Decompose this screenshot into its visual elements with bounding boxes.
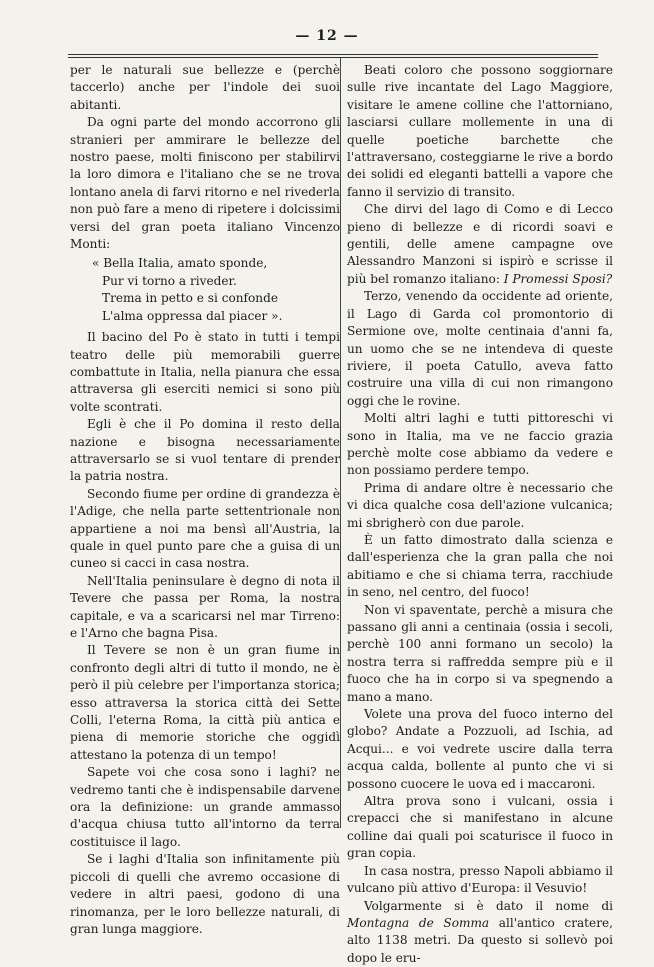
paragraph: Beati coloro che possono soggiornare sulle rive incantate del Lago Maggiore, visitare le amene colline che l'attorniano, lasciarsi cullare mollemente in una di quelle poetiche barchette che l'attraversano, costeggiarne le rive a bordo dei solidi ed eleganti battelli a vapore che fanno il servizio di transito.	[347, 62, 613, 201]
verse-quote	[92, 255, 340, 325]
header-rule-double	[68, 57, 598, 58]
novel-title: I Promessi Sposi?	[504, 272, 612, 286]
paragraph: Egli è che il Po domina il resto della nazione e bisogna necessariamente attraversarlo se si vuol tentare di prender la patria nostra.	[70, 416, 340, 486]
paragraph-text: all'antico cratere, alto 1138 metri. Da questo si sollevò poi dopo le eru-	[347, 916, 613, 965]
place-name: Montagna de Somma	[347, 916, 489, 930]
paragraph: Il bacino del Po è stato in tutti i tempi teatro delle più memorabili guerre combattute in Italia, nella pianura che essa attraversa gli eserciti nemici si sono più volte scontrati.	[70, 329, 340, 416]
paragraph: Non vi spaventate, perchè a misura che passano gli anni a centinaia (ossia i secoli, perchè 100 anni formano un secolo) la nostra terra si raffredda sempre più e il fuoco che ha in corpo si va spegnendo a mano a mano.	[347, 602, 613, 706]
paragraph-text: Che dirvi del lago di Como e di Lecco pieno di bellezze e di ricordi soavi e gentili, delle amene campagne ove Alessandro Manzoni si ispirò e scrisse il più bel romanzo italiano:	[347, 202, 613, 286]
verse-line: Trema in petto e si confonde	[92, 290, 340, 307]
verse-line: « Bella Italia, amato sponde,	[92, 255, 340, 272]
paragraph: Volete una prova del fuoco interno del globo? Andate a Pozzuoli, ad Ischia, ad Acqui... e voi vedrete uscire dalla terra acqua calda, bollente al punto che vi si possono cuocere le uova ed i maccaroni.	[347, 706, 613, 793]
column-divider	[340, 58, 341, 828]
verse-line: L'alma oppressa dal piacer ».	[92, 308, 340, 325]
paragraph-text: Volgarmente si è dato il nome di	[364, 899, 613, 913]
left-column	[70, 62, 340, 938]
header-rule	[68, 54, 598, 55]
paragraph: È un fatto dimostrato dalla scienza e dall'esperienza che la gran palla che noi abitiamo e che si chiama terra, racchiude in seno, nel centro, del fuoco!	[347, 532, 613, 602]
verse-line: Pur vi torno a riveder.	[92, 273, 340, 290]
paragraph: Nell'Italia peninsulare è degno di nota il Tevere che passa per Roma, la nostra capitale, e va a scaricarsi nel mar Tirreno: e l'Arno che bagna Pisa.	[70, 573, 340, 643]
paragraph	[347, 201, 613, 288]
paragraph: Secondo fiume per ordine di grandezza è l'Adige, che nella parte settentrionale non appartiene a noi ma bensì all'Austria, la quale in quel punto pare che a guisa di un cuneo si cacci in casa nostra.	[70, 486, 340, 573]
paragraph: Altra prova sono i vulcani, ossia i crepacci che si manifestano in alcune colline dai quali poi scaturisce il fuoco in gran copia.	[347, 793, 613, 863]
paragraph	[347, 898, 613, 967]
paragraph: Prima di andare oltre è necessario che vi dica qualche cosa dell'azione vulcanica; mi sbrigherò con due parole.	[347, 480, 613, 532]
page-number: — 12 —	[0, 28, 654, 44]
paragraph: Da ogni parte del mondo accorrono gli stranieri per ammirare le bellezze del nostro paese, molti finiscono per stabilirvi la loro dimora e l'italiano che se ne trova lontano anela di farvi ritorno e nel rivederla non può fare a meno di ripetere i dolcissimi versi del gran poeta italiano Vincenzo Monti:	[70, 114, 340, 253]
right-column	[347, 62, 613, 967]
paragraph: In casa nostra, presso Napoli abbiamo il vulcano più attivo d'Europa: il Vesuvio!	[347, 863, 613, 898]
paragraph: Se i laghi d'Italia son infinitamente più piccoli di quelli che avremo occasione di vedere in altri paesi, godono di una rinomanza, per le loro bellezze naturali, di gran lunga maggiore.	[70, 851, 340, 938]
paragraph: Terzo, venendo da occidente ad oriente, il Lago di Garda col promontorio di Sermione ove, molte centinaia d'anni fa, un uomo che se ne intendeva di queste riviere, il poeta Catullo, aveva fatto costruire una villa di cui non rimangono oggi che le rovine.	[347, 288, 613, 410]
paragraph: Il Tevere se non è un gran fiume in confronto degli altri di tutto il mondo, ne è però il più celebre per l'importanza storica; esso attraversa la storica città dei Sette Colli, l'eterna Roma, la città più antica e piena di memorie storiche che oggidì attestano la potenza di un tempo!	[70, 642, 340, 764]
paragraph: Molti altri laghi e tutti pittoreschi vi sono in Italia, ma ve ne faccio grazia perchè molte cose abbiamo da vedere e non possiamo perdere tempo.	[347, 410, 613, 480]
paragraph: per le naturali sue bellezze e (perchè taccerlo) anche per l'indole dei suoi abitanti.	[70, 62, 340, 114]
paragraph: Sapete voi che cosa sono i laghi? ne vedremo tanti che è indispensabile darvene ora la definizione: un grande ammasso d'acqua chiusa tutto all'intorno da terra costituisce il lago.	[70, 764, 340, 851]
